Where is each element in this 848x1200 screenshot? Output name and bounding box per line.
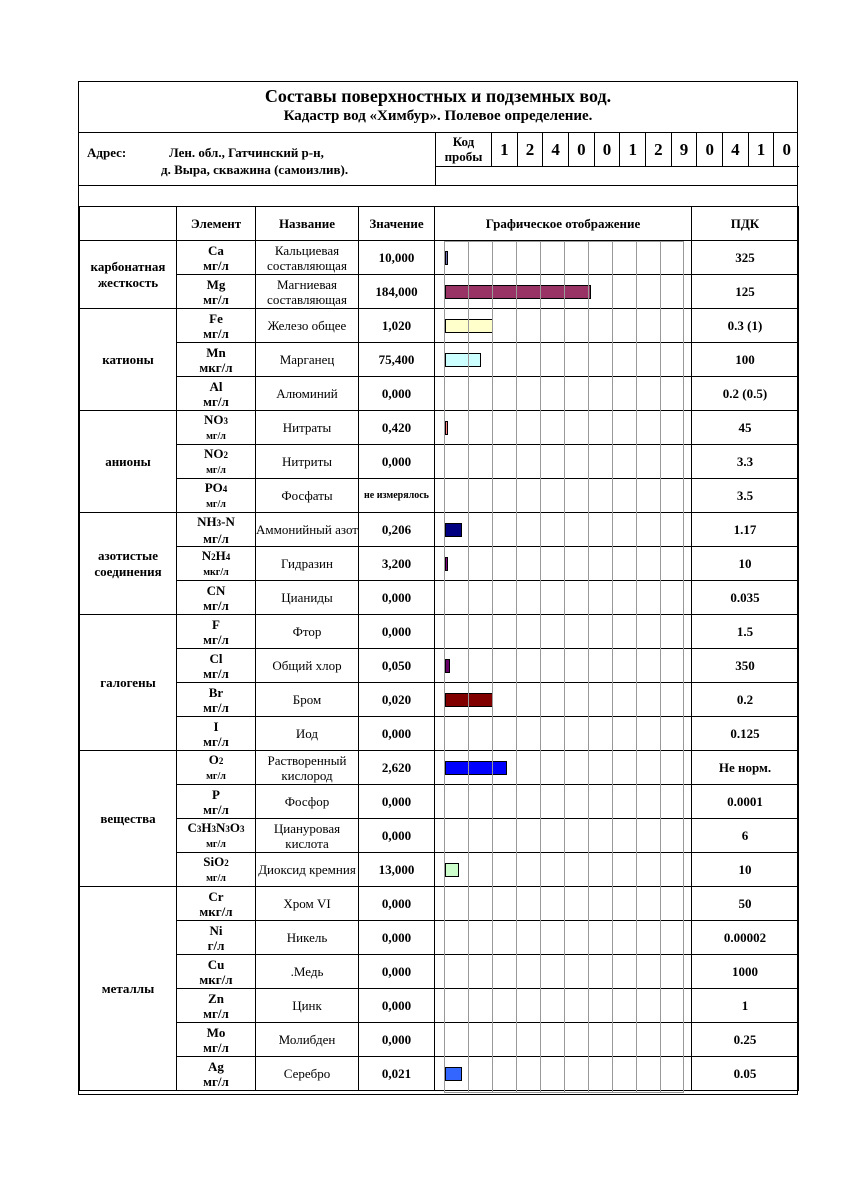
value-bar [445, 421, 448, 435]
element-cell [177, 309, 256, 343]
chart-cell [435, 445, 692, 479]
code-digit: 0 [782, 140, 791, 159]
value-bar [445, 761, 507, 775]
element-unit: мг/л [203, 699, 229, 715]
pdk-value: 10 [692, 547, 799, 581]
element-value: 0,000 [359, 377, 435, 411]
value-bar [445, 863, 459, 877]
col-header-value: Значение [359, 207, 435, 241]
element-unit: мкг/л [199, 971, 233, 987]
table-row [80, 785, 799, 819]
element-unit: мг/л [206, 872, 226, 884]
table-row [80, 887, 799, 921]
element-cell [177, 445, 256, 479]
element-value: 0,206 [359, 513, 435, 547]
element-cell [177, 513, 256, 547]
pdk-value: 0.00002 [692, 921, 799, 955]
value-bar [445, 319, 493, 333]
element-name: Фосфаты [256, 479, 359, 513]
table-row [80, 921, 799, 955]
chart-cell [435, 547, 692, 581]
table-row [80, 377, 799, 411]
group-label: азотистые соединения [80, 513, 177, 615]
table-row [80, 989, 799, 1023]
code-label-line-2: пробы [444, 149, 483, 164]
table-row [80, 445, 799, 479]
table-row [80, 683, 799, 717]
element-symbol: PO4 [204, 479, 228, 495]
element-unit: мг/л [203, 1039, 229, 1055]
table-row [80, 275, 799, 309]
value-bar [445, 353, 481, 367]
element-value: 0,000 [359, 717, 435, 751]
table-row [80, 547, 799, 581]
element-name: .Медь [256, 955, 359, 989]
table-row [80, 1023, 799, 1057]
element-cell [177, 887, 256, 921]
element-name: Фтор [256, 615, 359, 649]
group-label: анионы [80, 411, 177, 513]
sample-code-box [435, 133, 799, 167]
pdk-value: 1.17 [692, 513, 799, 547]
value-bar [445, 285, 591, 299]
element-unit: мг/л [203, 325, 229, 341]
element-name: Железо общее [256, 309, 359, 343]
address-line-1: Лен. обл., Гатчинский р-н, [169, 145, 324, 160]
code-digit: 1 [620, 133, 646, 166]
col-header-chart: Графическое отображение [435, 207, 692, 241]
pdk-value: 125 [692, 275, 799, 309]
chart-cell [435, 411, 692, 445]
chart-cell [435, 887, 692, 921]
element-name: Иод [256, 717, 359, 751]
pdk-value: 325 [692, 241, 799, 275]
code-digit: 4 [543, 133, 569, 166]
value-bar [445, 557, 448, 571]
element-value: 0,000 [359, 785, 435, 819]
table-row [80, 717, 799, 751]
element-cell [177, 1023, 256, 1057]
element-unit: мг/л [203, 631, 229, 647]
element-name: Серебро [256, 1057, 359, 1091]
address-line-2: д. Выра, скважина (самоизлив). [161, 162, 349, 177]
pdk-value: 100 [692, 343, 799, 377]
chart-cell [435, 1023, 692, 1057]
element-symbol: I [213, 718, 219, 734]
table-row [80, 241, 799, 275]
group-label: карбонатная жесткость [80, 241, 177, 309]
pdk-value: 1.5 [692, 615, 799, 649]
document-subtitle: Кадастр вод «Химбур». Полевое определение. [283, 108, 593, 124]
chart-cell [435, 751, 692, 785]
value-bar [445, 659, 450, 673]
chart-cell [435, 819, 692, 853]
col-header-group [80, 207, 177, 241]
divider [79, 185, 797, 186]
element-value: 0,050 [359, 649, 435, 683]
element-symbol: Ca [208, 242, 224, 258]
table-row [80, 1057, 799, 1091]
element-unit: мг/л [203, 1073, 229, 1089]
element-name: Аммонийный азот [256, 513, 359, 547]
element-symbol: NH3-N [197, 513, 235, 529]
table-row [80, 853, 799, 887]
sample-code-label [436, 133, 492, 166]
element-value: 0,000 [359, 445, 435, 479]
group-label: металлы [80, 887, 177, 1091]
element-symbol: Zn [208, 990, 224, 1006]
element-symbol: Cu [207, 956, 225, 972]
element-cell [177, 343, 256, 377]
element-unit: мг/л [203, 597, 229, 613]
element-symbol: CN [206, 582, 226, 598]
element-unit: мг/л [203, 530, 229, 546]
group-label: катионы [80, 309, 177, 411]
chart-cell [435, 1057, 692, 1091]
chart-cell [435, 513, 692, 547]
document-title: Составы поверхностных и подземных вод. [264, 86, 612, 106]
table-row [80, 513, 799, 547]
element-symbol: Ag [208, 1058, 224, 1074]
element-value: 0,000 [359, 1023, 435, 1057]
element-name: Хром VI [256, 887, 359, 921]
code-digit: 1 [749, 133, 775, 166]
element-unit: мг/л [206, 770, 226, 782]
element-cell [177, 615, 256, 649]
element-unit: мг/л [203, 1005, 229, 1021]
element-symbol: Mg [206, 276, 226, 292]
chart-cell [435, 717, 692, 751]
element-cell [177, 275, 256, 309]
element-value: 0,021 [359, 1057, 435, 1091]
element-value: не измерялось [359, 479, 435, 513]
element-name: Бром [256, 683, 359, 717]
element-name: Нитраты [256, 411, 359, 445]
element-name: Алюминий [256, 377, 359, 411]
element-unit: мг/л [203, 257, 229, 273]
chart-cell [435, 785, 692, 819]
code-digit: 2 [518, 133, 544, 166]
chart-cell [435, 853, 692, 887]
value-bar [445, 251, 448, 265]
element-name: Магниевая составляющая [256, 275, 359, 309]
pdk-value: 0.035 [692, 581, 799, 615]
pdk-value: 0.25 [692, 1023, 799, 1057]
table-row [80, 955, 799, 989]
chart-cell [435, 581, 692, 615]
pdk-value: 3.5 [692, 479, 799, 513]
chart-cell [435, 683, 692, 717]
table-row [80, 411, 799, 445]
element-cell [177, 853, 256, 887]
element-cell [177, 717, 256, 751]
element-cell [177, 547, 256, 581]
element-name: Диоксид кремния [256, 853, 359, 887]
element-name: Растворенный кислород [256, 751, 359, 785]
element-value: 184,000 [359, 275, 435, 309]
sample-code-digits [492, 133, 799, 166]
sample-code-subrow [435, 167, 799, 185]
col-header-pdk: ПДК [692, 207, 799, 241]
element-value: 0,020 [359, 683, 435, 717]
table-row [80, 615, 799, 649]
value-bar [445, 523, 462, 537]
pdk-value: 0.125 [692, 717, 799, 751]
pdk-value: 1 [692, 989, 799, 1023]
element-name: Цианиды [256, 581, 359, 615]
code-digit: 2 [646, 133, 672, 166]
element-symbol: Cr [208, 888, 224, 904]
element-name: Никель [256, 921, 359, 955]
code-digit: 4 [723, 133, 749, 166]
element-unit: мг/л [203, 801, 229, 817]
element-cell [177, 751, 256, 785]
col-header-name: Название [256, 207, 359, 241]
element-name: Циануровая кислота [256, 819, 359, 853]
code-digit: 9 [672, 133, 698, 166]
element-unit: мг/л [203, 393, 229, 409]
table-row [80, 343, 799, 377]
element-value: 75,400 [359, 343, 435, 377]
chart-cell [435, 955, 692, 989]
element-value: 3,200 [359, 547, 435, 581]
element-value: 13,000 [359, 853, 435, 887]
element-cell [177, 649, 256, 683]
element-value: 0,000 [359, 819, 435, 853]
element-unit: мг/л [203, 733, 229, 749]
pdk-value: 0.3 (1) [692, 309, 799, 343]
element-symbol: C3H3N3O3 [187, 819, 245, 835]
element-symbol: Mn [206, 344, 226, 360]
element-symbol: Cl [209, 650, 223, 666]
element-cell [177, 989, 256, 1023]
group-label: вещества [80, 751, 177, 887]
element-unit: г/л [207, 937, 225, 953]
pdk-value: Не норм. [692, 751, 799, 785]
element-name: Цинк [256, 989, 359, 1023]
element-value: 2,620 [359, 751, 435, 785]
element-value: 1,020 [359, 309, 435, 343]
table-row [80, 479, 799, 513]
table-row [80, 819, 799, 853]
pdk-value: 50 [692, 887, 799, 921]
element-name: Марганец [256, 343, 359, 377]
element-name: Кальциевая составляющая [256, 241, 359, 275]
pdk-value: 45 [692, 411, 799, 445]
chart-cell [435, 649, 692, 683]
element-name: Молибден [256, 1023, 359, 1057]
element-name: Фосфор [256, 785, 359, 819]
code-digit: 0 [697, 133, 723, 166]
element-symbol: F [212, 616, 220, 632]
pdk-value: 3.3 [692, 445, 799, 479]
pdk-value: 6 [692, 819, 799, 853]
pdk-value: 0.05 [692, 1057, 799, 1091]
code-digit: 0 [595, 133, 621, 166]
element-unit: мг/л [206, 498, 226, 510]
element-unit: мкг/л [199, 903, 233, 919]
element-value: 0,000 [359, 887, 435, 921]
chart-cell [435, 615, 692, 649]
code-digit: 0 [569, 133, 595, 166]
element-name: Нитриты [256, 445, 359, 479]
element-value: 0,000 [359, 989, 435, 1023]
element-unit: мг/л [203, 291, 229, 307]
element-symbol: Fe [209, 310, 223, 326]
value-bar [445, 1067, 462, 1081]
composition-table [79, 206, 799, 1091]
code-label-line-1: Код [452, 134, 475, 149]
col-header-element: Элемент [177, 207, 256, 241]
group-label: галогены [80, 615, 177, 751]
table-row [80, 751, 799, 785]
chart-cell [435, 921, 692, 955]
element-symbol: Mo [206, 1024, 226, 1040]
element-unit: мкг/л [199, 359, 233, 375]
code-digit: 1 [492, 133, 518, 166]
element-unit: мг/л [203, 665, 229, 681]
element-cell [177, 785, 256, 819]
element-symbol: NO3 [204, 411, 228, 427]
table-header-row [80, 207, 799, 241]
chart-cell [435, 241, 692, 275]
chart-cell [435, 343, 692, 377]
element-cell [177, 581, 256, 615]
pdk-value: 1000 [692, 955, 799, 989]
element-symbol: N2H4 [201, 547, 231, 563]
element-symbol: P [212, 786, 220, 802]
element-cell [177, 479, 256, 513]
element-symbol: SiO2 [203, 853, 229, 869]
element-symbol: NO2 [204, 445, 228, 461]
chart-cell [435, 275, 692, 309]
document-sheet [78, 81, 798, 1095]
pdk-value: 0.2 [692, 683, 799, 717]
table-row [80, 309, 799, 343]
element-cell [177, 955, 256, 989]
element-name: Общий хлор [256, 649, 359, 683]
element-value: 0,000 [359, 955, 435, 989]
chart-cell [435, 479, 692, 513]
pdk-value: 0.2 (0.5) [692, 377, 799, 411]
element-symbol: O2 [208, 751, 224, 767]
value-bar [445, 693, 493, 707]
address-label: Адрес: [87, 145, 127, 160]
element-cell [177, 1057, 256, 1091]
element-value: 0,000 [359, 615, 435, 649]
chart-cell [435, 989, 692, 1023]
pdk-value: 0.0001 [692, 785, 799, 819]
element-cell [177, 683, 256, 717]
element-unit: мг/л [206, 838, 226, 850]
element-value: 0,000 [359, 581, 435, 615]
element-cell [177, 819, 256, 853]
element-symbol: Al [209, 378, 223, 394]
element-unit: мг/л [206, 430, 226, 442]
element-cell [177, 921, 256, 955]
table-row [80, 649, 799, 683]
element-cell [177, 377, 256, 411]
chart-cell [435, 309, 692, 343]
element-value: 10,000 [359, 241, 435, 275]
element-unit: мкг/л [203, 566, 229, 578]
element-cell [177, 241, 256, 275]
chart-cell [435, 377, 692, 411]
element-symbol: Ni [209, 922, 223, 938]
element-symbol: Br [208, 684, 224, 700]
element-value: 0,420 [359, 411, 435, 445]
element-value: 0,000 [359, 921, 435, 955]
element-unit: мг/л [206, 464, 226, 476]
element-name: Гидразин [256, 547, 359, 581]
pdk-value: 350 [692, 649, 799, 683]
element-cell [177, 411, 256, 445]
pdk-value: 10 [692, 853, 799, 887]
table-row [80, 581, 799, 615]
